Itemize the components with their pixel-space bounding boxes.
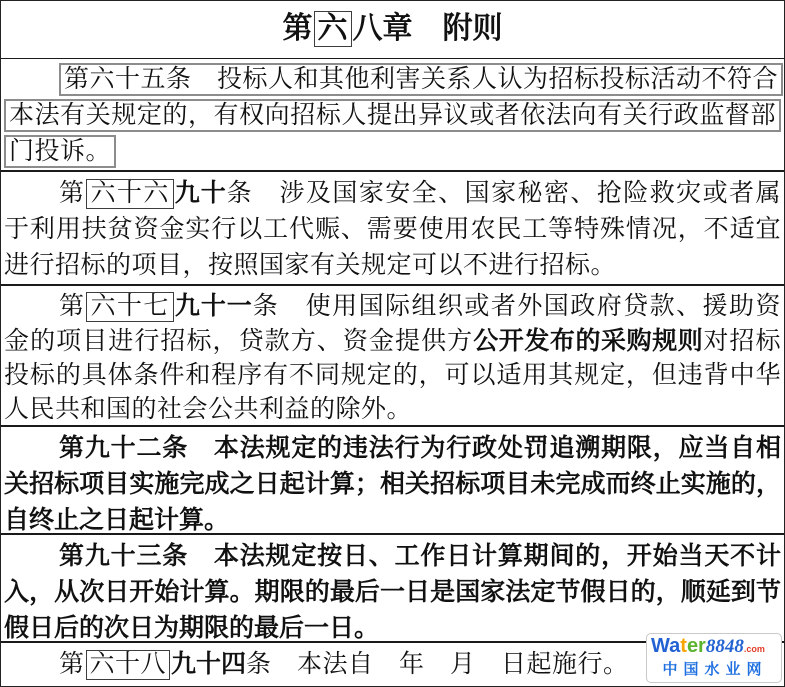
chapter-title-rest: 八章 附则 bbox=[352, 12, 503, 45]
article-65-deleted-text: 第六十五条 投标人和其他利害关系人认为招标投标活动不符合本法有关规定的，有权向招标人提出异议或者依法向有关行政监督部门投诉。 bbox=[4, 63, 783, 168]
article-91-inserted-emphasis: 公开发布的采购规则 bbox=[473, 327, 704, 355]
article-92-row bbox=[1, 427, 784, 535]
water8848-logo bbox=[651, 636, 777, 660]
article-94-deleted-number-box: 六十八 bbox=[86, 650, 171, 680]
article-94-inserted-number: 九十四 bbox=[171, 650, 247, 678]
chapter-deleted-number-box: 六 bbox=[314, 11, 352, 47]
water8848-logo-segment: .com bbox=[743, 644, 765, 654]
article-91-body-1: 条 使用国际组织或者外国政府贷款、援助资金的项目进行招标，贷款方、资金提供方 bbox=[4, 293, 781, 355]
chapter-title-prefix: 第 bbox=[282, 12, 313, 45]
watermark-tagline: 中国水业网 bbox=[662, 661, 768, 678]
chapter-heading-row bbox=[1, 1, 784, 59]
article-94-body: 条 本法自 年 月 日起施行。 bbox=[246, 651, 629, 678]
article-94-prefix: 第 bbox=[59, 651, 85, 678]
article-92-paragraph: 第九十二条 本法规定的违法行为行政处罚追溯期限，应当自相关招标项目实施完成之日起计算；相关招标项目未完成而终止实施的，自终止之日起计算。 bbox=[4, 434, 781, 534]
article-93-row bbox=[1, 535, 784, 643]
article-90-prefix: 第 bbox=[59, 180, 86, 207]
article-91-body-2: 对招标投标的具体条件和程序有不同规定的，可以适用其规定，但违背中华人民共和国的社会公共利益的除外。 bbox=[4, 328, 781, 423]
water8848-logo-segment: Wa bbox=[651, 635, 681, 657]
watermark-water8848 bbox=[646, 633, 782, 683]
article-90-body: 条 涉及国家安全、国家秘密、抢险救灾或者属于利用扶贫资金实行以工代赈、需要使用农民工等特殊情况，不适宜进行招标的项目，按照国家有关规定可以不进行招标。 bbox=[4, 180, 781, 279]
water8848-logo-segment: t bbox=[680, 635, 687, 657]
article-90-paragraph bbox=[4, 175, 781, 284]
article-91-deleted-number-box: 六十七 bbox=[86, 292, 173, 322]
water8848-logo-segment: 8848 bbox=[705, 636, 744, 657]
article-91-inserted-number: 九十一 bbox=[174, 292, 253, 320]
article-93-paragraph: 第九十三条 本法规定按日、工作日计算期间的，开始当天不计入，从次日开始计算。期限的最后一日是国家法定节假日的，顺延到节假日后的次日为期限的最后一日。 bbox=[4, 542, 781, 642]
article-91-prefix: 第 bbox=[59, 293, 86, 320]
article-91-row bbox=[1, 286, 784, 427]
article-65-row bbox=[1, 59, 784, 172]
article-90-inserted-number: 九十 bbox=[174, 179, 227, 207]
article-65-paragraph bbox=[4, 62, 781, 170]
article-91-paragraph bbox=[4, 289, 781, 427]
article-90-row bbox=[1, 172, 784, 286]
water8848-logo-segment: er bbox=[686, 635, 706, 657]
chapter-title bbox=[1, 1, 784, 57]
article-90-deleted-number-box: 六十六 bbox=[86, 179, 173, 209]
